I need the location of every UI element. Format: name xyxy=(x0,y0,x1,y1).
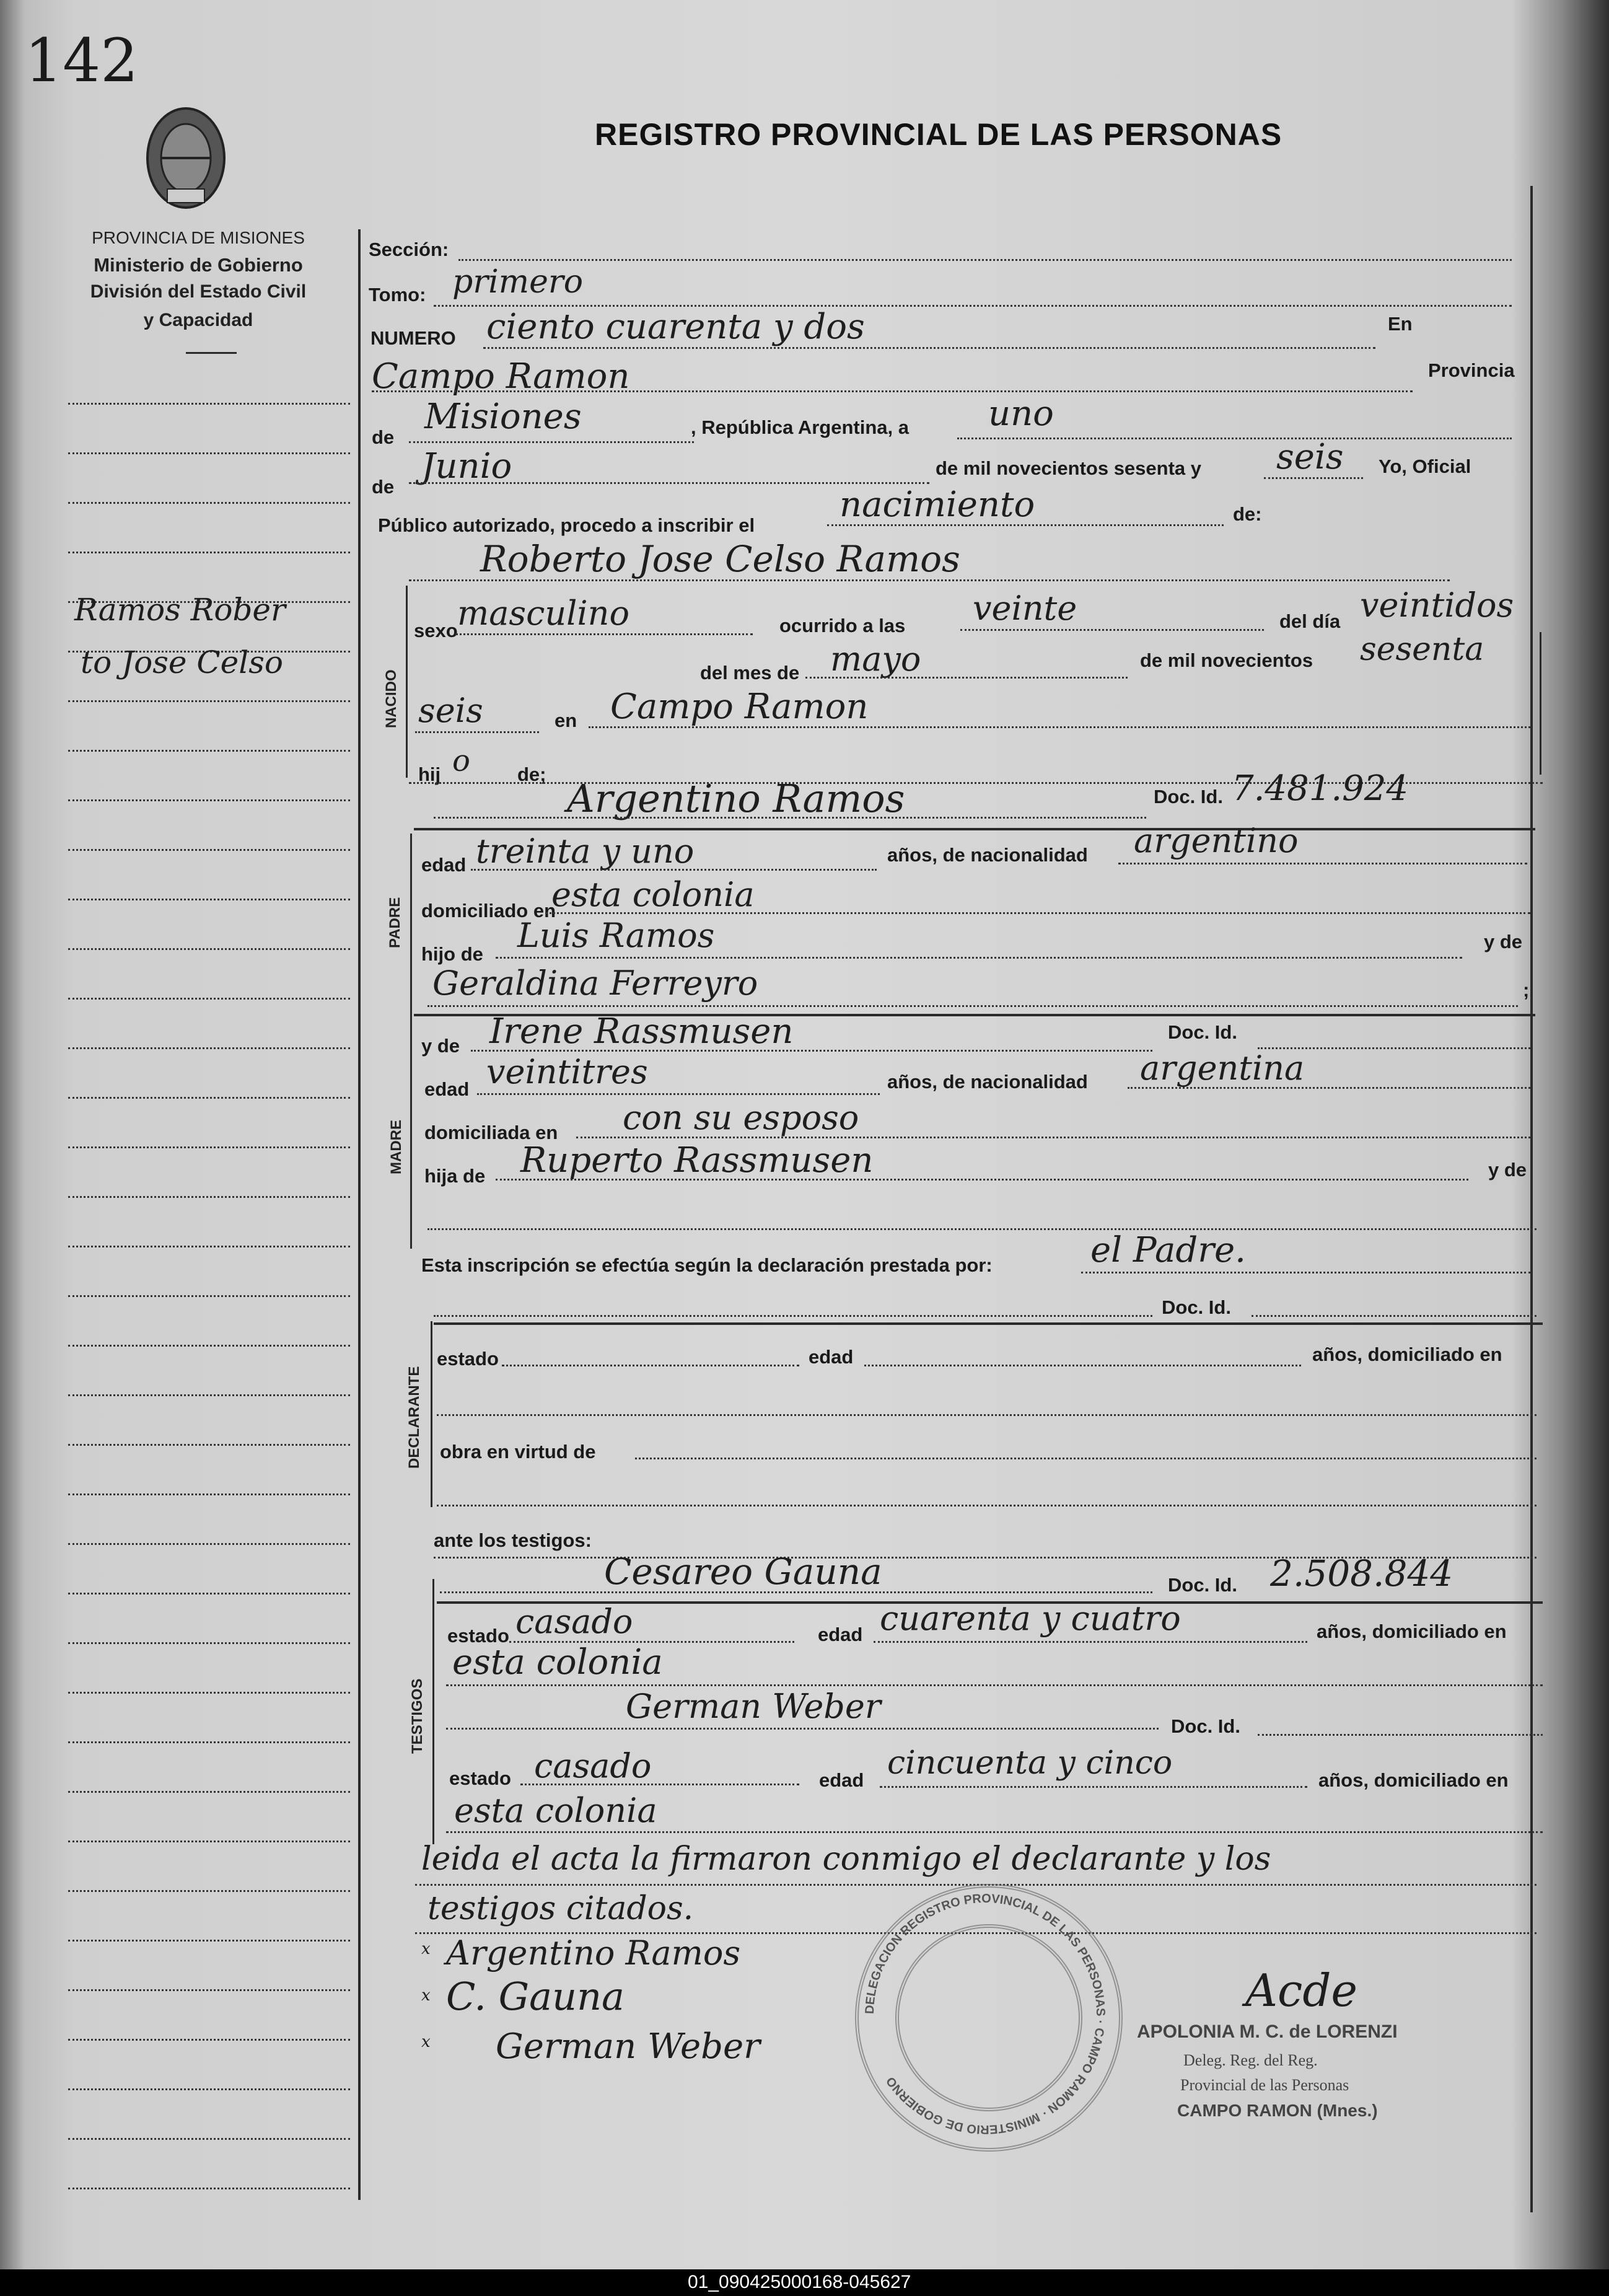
padre-madre-line xyxy=(427,1005,1518,1007)
numero-line xyxy=(483,347,1375,349)
declarante-obra-label: obra en virtud de xyxy=(440,1441,596,1462)
t1-estado-value: casado xyxy=(515,1602,633,1641)
declarante-estado-line xyxy=(502,1365,799,1366)
official-stamp-line4: CAMPO RAMON (Mnes.) xyxy=(1177,2101,1378,2120)
margin-ruled-line xyxy=(68,1642,350,1644)
t1-doc-value: 2.508.844 xyxy=(1270,1552,1453,1594)
madre-doc-label: Doc. Id. xyxy=(1168,1021,1237,1043)
margin-ruled-line xyxy=(68,899,350,900)
dia-value: uno xyxy=(988,394,1054,434)
anio-nacimiento-value-a: sesenta xyxy=(1360,631,1484,668)
padre-hijo-line xyxy=(496,957,1462,959)
padre-edad-line xyxy=(471,869,877,871)
margin-ruled-line xyxy=(68,1047,350,1049)
padre-nombre-line xyxy=(434,817,1146,819)
mes-value: Junio xyxy=(421,446,512,486)
t2-dom-value: esta colonia xyxy=(454,1791,657,1830)
lugar-line xyxy=(372,390,1413,392)
madre-nac-value: argentina xyxy=(1140,1049,1305,1088)
provincia-line xyxy=(409,441,694,443)
mes-nacimiento-line xyxy=(805,677,1128,679)
padre-yde-label: y de xyxy=(1484,931,1523,952)
t2-estado-label: estado xyxy=(449,1767,511,1789)
official-stamp-line1: APOLONIA M. C. de LORENZI xyxy=(1137,2021,1398,2042)
madre-dom-label: domiciliada en xyxy=(424,1122,558,1143)
declarante-top-rule xyxy=(434,1322,1543,1325)
t1-estado-label: estado xyxy=(447,1625,509,1647)
t2-dom-label: años, domiciliado en xyxy=(1318,1769,1509,1791)
header-division: División del Estado Civil xyxy=(90,281,307,302)
margin-ruled-line xyxy=(68,1146,350,1148)
declaracion-value: el Padre. xyxy=(1090,1230,1246,1270)
madre-nac-label: años, de nacionalidad xyxy=(887,1071,1088,1093)
margin-ruled-line xyxy=(68,799,350,801)
t2-doc-label: Doc. Id. xyxy=(1171,1715,1240,1737)
padre-edad-value: treinta y uno xyxy=(476,832,695,871)
signature-2: C. Gauna xyxy=(446,1974,625,2019)
t2-nombre-value: German Weber xyxy=(626,1687,881,1726)
signature-3: German Weber xyxy=(496,2026,760,2067)
acto-value: nacimiento xyxy=(840,485,1035,525)
official-signature: Acde xyxy=(1245,1964,1358,2017)
seccion-line xyxy=(458,259,1512,261)
declarante-obra-line2 xyxy=(437,1505,1537,1506)
hij-value: o xyxy=(452,744,470,778)
padre-section-label: PADRE xyxy=(387,897,403,948)
t1-doc-label: Doc. Id. xyxy=(1168,1574,1237,1596)
padre-doc-value: 7.481.924 xyxy=(1232,768,1409,809)
signature-x-mark-3: x xyxy=(421,2033,431,2051)
t1-nombre-value: Cesareo Gauna xyxy=(604,1550,882,1593)
nombre-line xyxy=(409,579,1450,581)
anio-line xyxy=(1264,477,1363,479)
header-capacity: y Capacidad xyxy=(143,310,253,330)
margin-ruled-line xyxy=(68,1791,350,1793)
hora-line xyxy=(960,629,1264,631)
mil-nacimiento-label: de mil novecientos xyxy=(1140,649,1313,671)
padre-nac-label: años, de nacionalidad xyxy=(887,844,1088,866)
margin-ruled-line xyxy=(68,1940,350,1942)
declarante-bracket xyxy=(431,1321,432,1507)
madre-nac-line xyxy=(1128,1087,1530,1089)
t1-edad-label: edad xyxy=(818,1624,863,1645)
mes-nacimiento-value: mayo xyxy=(830,640,921,679)
margin-ruled-line xyxy=(68,1444,350,1446)
margin-ruled-line xyxy=(68,2188,350,2189)
numero-value: ciento cuarenta y dos xyxy=(486,307,865,347)
declaracion-label: Esta inscripción se efectúa según la declaración prestada por: xyxy=(421,1254,993,1276)
t2-doc-line xyxy=(1258,1734,1543,1736)
tomo-value: primero xyxy=(452,263,584,301)
declarante-dom-label: años, domiciliado en xyxy=(1312,1344,1502,1365)
margin-ruled-line xyxy=(68,452,350,454)
hora-value: veinte xyxy=(973,589,1077,628)
margin-ruled-line xyxy=(68,1493,350,1495)
republica-label: , República Argentina, a xyxy=(691,416,909,438)
margin-ruled-line xyxy=(68,1196,350,1198)
dia-nacimiento-value: veintidos xyxy=(1360,586,1514,625)
lugar-nacimiento-value: Campo Ramon xyxy=(610,687,869,727)
closing-line2: testigos citados. xyxy=(427,1890,694,1927)
madre-blank-line xyxy=(427,1228,1537,1230)
padre-edad-label: edad xyxy=(421,854,467,876)
t1-dom-line xyxy=(446,1684,1543,1686)
declarante-edad-line xyxy=(864,1365,1301,1366)
padre-dom-value: esta colonia xyxy=(551,875,755,914)
document-title: REGISTRO PROVINCIAL DE LAS PERSONAS xyxy=(595,117,1282,152)
de2-label: de xyxy=(372,476,395,498)
margin-ruled-line xyxy=(68,502,350,504)
testigos-bracket xyxy=(432,1579,434,1844)
padre-hijo-value: Luis Ramos xyxy=(517,916,715,955)
margin-ruled-line xyxy=(68,750,350,752)
signature-x-mark-2: x xyxy=(421,1986,431,2005)
declarante-doc-label: Doc. Id. xyxy=(1162,1296,1231,1318)
hij-de-label: de; xyxy=(517,763,546,785)
acto-line xyxy=(827,524,1224,526)
nacido-bracket xyxy=(406,586,408,778)
madre-hija-line xyxy=(496,1179,1468,1181)
padre-nac-line xyxy=(1118,863,1527,864)
anio-nacimiento-value-b: seis xyxy=(418,691,483,730)
padre-dom-line xyxy=(545,912,1530,914)
provincial-seal-icon xyxy=(139,102,232,220)
margin-ruled-line xyxy=(68,700,350,702)
margin-ruled-line xyxy=(68,948,350,950)
madre-edad-label: edad xyxy=(424,1078,470,1100)
margin-ruled-line xyxy=(68,1246,350,1247)
padre-top-rule xyxy=(414,828,1535,830)
padre-nombre-value: Argentino Ramos xyxy=(567,776,905,821)
page-number: 142 xyxy=(25,26,139,95)
t2-edad-label: edad xyxy=(819,1769,864,1791)
margin-ruled-line xyxy=(68,2039,350,2041)
margin-ruled-line xyxy=(68,1394,350,1396)
declarante-section-label: DECLARANTE xyxy=(406,1366,423,1469)
mil-label: de mil novecientos sesenta y xyxy=(936,457,1202,479)
madre-bracket xyxy=(410,1023,412,1249)
t2-edad-value: cincuenta y cinco xyxy=(887,1744,1173,1782)
madre-dom-value: con su esposo xyxy=(623,1098,859,1137)
padre-hijo-label: hijo de xyxy=(421,943,483,965)
seccion-label: Sección: xyxy=(369,239,449,260)
padre-semicolon: ; xyxy=(1523,979,1530,1001)
madre-nombre-value: Irene Rassmusen xyxy=(489,1011,794,1052)
nacido-right-bracket xyxy=(1540,632,1541,775)
padre-doc-label: Doc. Id. xyxy=(1154,786,1223,807)
margin-ruled-line xyxy=(68,1543,350,1545)
padre-bracket xyxy=(410,834,412,1031)
margin-ruled-line xyxy=(68,2088,350,2090)
madre-hija-value: Ruperto Rassmusen xyxy=(520,1140,874,1181)
margin-ruled-line xyxy=(68,1890,350,1892)
margin-divider xyxy=(358,229,361,2200)
margin-ruled-line xyxy=(68,1097,350,1099)
closing-line1: leida el acta la firmaron conmigo el declarante y los xyxy=(421,1841,1271,1878)
margin-ruled-line xyxy=(68,849,350,851)
margin-ruled-line xyxy=(68,1989,350,1991)
t2-dom-line xyxy=(446,1831,1543,1833)
nombre-value: Roberto Jose Celso Ramos xyxy=(480,538,960,580)
del-dia-label: del día xyxy=(1279,610,1341,632)
margin-ruled-line xyxy=(68,552,350,553)
mes-label: del mes de xyxy=(700,662,800,684)
official-stamp-line3: Provincial de las Personas xyxy=(1180,2076,1349,2094)
header-ministry: Ministerio de Gobierno xyxy=(94,254,303,276)
declaracion-line xyxy=(1081,1272,1530,1273)
sexo-line xyxy=(455,633,753,635)
ocurrido-label: ocurrido a las xyxy=(779,615,906,636)
image-footer xyxy=(0,2269,1609,2296)
declarante-obra-line xyxy=(635,1458,1537,1459)
mes-line xyxy=(409,482,929,484)
madre-yde-label: y de xyxy=(421,1035,460,1057)
t2-estado-line xyxy=(520,1784,799,1785)
numero-label: NUMERO xyxy=(370,327,456,349)
margin-ruled-line xyxy=(68,2138,350,2140)
header-divider xyxy=(186,352,237,354)
lugar-nacimiento-line xyxy=(589,726,1530,728)
declarante-estado-label: estado xyxy=(437,1348,499,1370)
margin-ruled-line xyxy=(68,998,350,1000)
padre-nac-value: argentino xyxy=(1134,821,1299,860)
madre-edad-value: veintitres xyxy=(486,1052,648,1091)
official-stamp-line2: Deleg. Reg. del Reg. xyxy=(1183,2051,1318,2069)
margin-ruled-line xyxy=(68,1692,350,1694)
hij-label: hij xyxy=(418,763,441,785)
padre-madre-value: Geraldina Ferreyro xyxy=(432,964,758,1003)
anio-value: seis xyxy=(1276,437,1344,477)
oficial-label: Yo, Oficial xyxy=(1379,455,1471,477)
testigos-section-label: TESTIGOS xyxy=(409,1678,426,1754)
margin-note-line1: Ramos Rober xyxy=(74,592,286,628)
header-province: PROVINCIA DE MISIONES xyxy=(92,228,305,247)
declarante-doc-line xyxy=(1252,1315,1537,1317)
svg-text:DELEGACION REGISTRO PROVINCIAL: DELEGACION REGISTRO PROVINCIAL DE LAS PERSONAS · CAMPO RAMON · MINISTERIO DE GOBIERNO xyxy=(862,1891,1108,2137)
provincia-label: Provincia xyxy=(1428,359,1515,381)
round-stamp-text xyxy=(855,1884,1115,2144)
declarante-dom-line xyxy=(437,1414,1537,1416)
de-label: de xyxy=(372,426,395,448)
t2-edad-line xyxy=(880,1786,1307,1788)
signature-1: Argentino Ramos xyxy=(446,1933,741,1973)
madre-nombre-line xyxy=(471,1050,1152,1052)
tomo-label: Tomo: xyxy=(369,284,426,306)
anio-nacimiento-line xyxy=(415,731,539,733)
footer-image-id: 01_090425000168-045627 xyxy=(688,2272,911,2292)
madre-section-label: MADRE xyxy=(388,1120,405,1174)
padre-dom-label: domiciliado en xyxy=(421,900,556,921)
t1-edad-value: cuarenta y cuatro xyxy=(880,1599,1181,1638)
madre-dom-line xyxy=(576,1137,1530,1138)
t2-nombre-line xyxy=(446,1728,1159,1730)
t1-dom-value: esta colonia xyxy=(452,1642,663,1682)
declarante-edad-label: edad xyxy=(809,1346,854,1368)
margin-ruled-line xyxy=(68,1741,350,1743)
signature-x-mark-1: x xyxy=(421,1940,431,1958)
margin-ruled-line xyxy=(68,1295,350,1297)
t1-dom-label: años, domiciliado en xyxy=(1317,1621,1507,1642)
declarante-nombre-line xyxy=(434,1315,1152,1317)
sexo-label: sexo xyxy=(414,620,458,641)
margin-ruled-line xyxy=(68,403,350,405)
margin-note-line2: to Jose Celso xyxy=(81,644,283,680)
provincia-value: Misiones xyxy=(424,397,582,437)
de3-label: de: xyxy=(1233,503,1262,525)
madre-hija-label: hija de xyxy=(424,1165,486,1187)
margin-ruled-line xyxy=(68,1345,350,1347)
right-border xyxy=(1530,186,1533,2212)
t1-edad-line xyxy=(874,1641,1307,1643)
en-label: En xyxy=(1388,313,1413,335)
margin-ruled-line xyxy=(68,1841,350,1842)
sexo-value: masculino xyxy=(457,594,629,633)
publico-label: Público autorizado, procedo a inscribir el xyxy=(378,514,755,536)
lugar-value: Campo Ramon xyxy=(372,356,630,397)
t2-estado-value: casado xyxy=(534,1746,652,1785)
t1-nombre-line xyxy=(440,1591,1152,1593)
testigos-ante-label: ante los testigos: xyxy=(434,1529,592,1551)
nacido-section-label: NACIDO xyxy=(383,669,400,728)
madre-edad-line xyxy=(477,1093,880,1095)
en-nacido-label: en xyxy=(555,710,577,731)
dia-line xyxy=(957,438,1512,439)
margin-ruled-line xyxy=(68,1593,350,1594)
madre-yde2-label: y de xyxy=(1488,1159,1527,1181)
